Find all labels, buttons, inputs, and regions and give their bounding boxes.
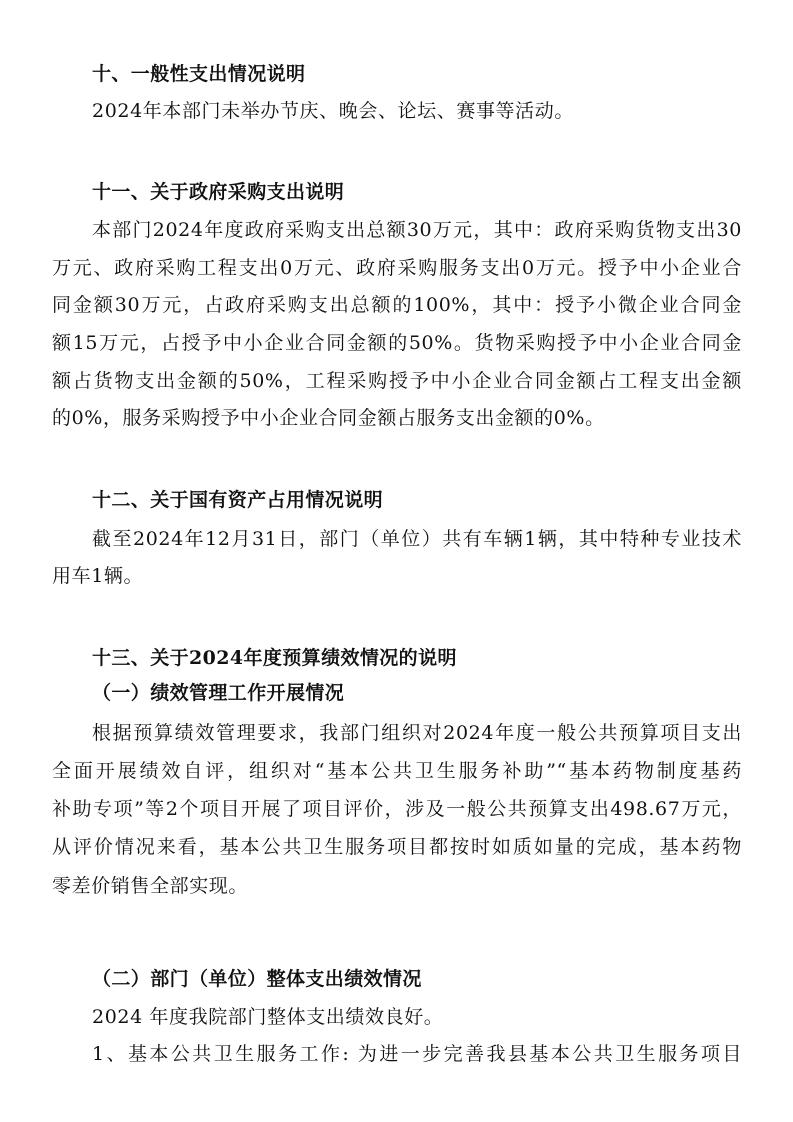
section-11-line-5: 额占货物支出金额的50%，工程采购授予中小企业合同金额占工程支出金额 [52, 370, 742, 392]
section-13-subheading-2: （二）部门（单位）整体支出绩效情况 [92, 968, 422, 990]
section-13-2-line-1: 2024 年度我院部门整体支出绩效良好。 [92, 1006, 444, 1028]
section-13-2-line-2: 1、基本公共卫生服务工作: 为进一步完善我县基本公共卫生服务项目 [92, 1043, 742, 1065]
section-13-line-5: 零差价销售全部实现。 [52, 875, 249, 897]
section-11-line-6: 的0%，服务采购授予中小企业合同金额占服务支出金额的0%。 [52, 407, 605, 429]
section-11-line-3: 同金额30万元，占政府采购支出总额的100%，其中：授予小微企业合同金 [52, 294, 742, 316]
section-11-line-1: 本部门2024年度政府采购支出总额30万元，其中：政府采购货物支出30 [92, 219, 742, 241]
section-11-line-2: 万元、政府采购工程支出0万元、政府采购服务支出0万元。授予中小企业合 [52, 257, 742, 279]
section-10-heading: 十、一般性支出情况说明 [92, 63, 306, 85]
section-10-line-1: 2024年本部门未举办节庆、晚会、论坛、赛事等活动。 [92, 100, 574, 122]
section-13-subheading-1: （一）绩效管理工作开展情况 [92, 682, 345, 704]
section-13-line-1: 根据预算绩效管理要求，我部门组织对2024年度一般公共预算项目支出 [92, 722, 742, 744]
section-11-heading: 十一、关于政府采购支出说明 [92, 181, 345, 203]
section-12-heading: 十二、关于国有资产占用情况说明 [92, 489, 384, 511]
section-12-line-1: 截至2024年12月31日，部门（单位）共有车辆1辆，其中特种专业技术 [92, 528, 742, 550]
section-11-line-4: 额15万元，占授予中小企业合同金额的50%。货物采购授予中小企业合同金 [52, 332, 742, 354]
section-13-line-4: 从评价情况来看，基本公共卫生服务项目都按时如质如量的完成，基本药物 [52, 836, 742, 858]
section-12-line-2: 用车1辆。 [52, 565, 144, 587]
section-13-heading: 十三、关于2024年度预算绩效情况的说明 [92, 647, 457, 669]
section-13-line-3: 补助专项”等2个项目开展了项目评价，涉及一般公共预算支出498.67万元， [52, 798, 742, 820]
section-13-line-2: 全面开展绩效自评，组织对“基本公共卫生服务补助”“基本药物制度基药 [52, 760, 742, 782]
